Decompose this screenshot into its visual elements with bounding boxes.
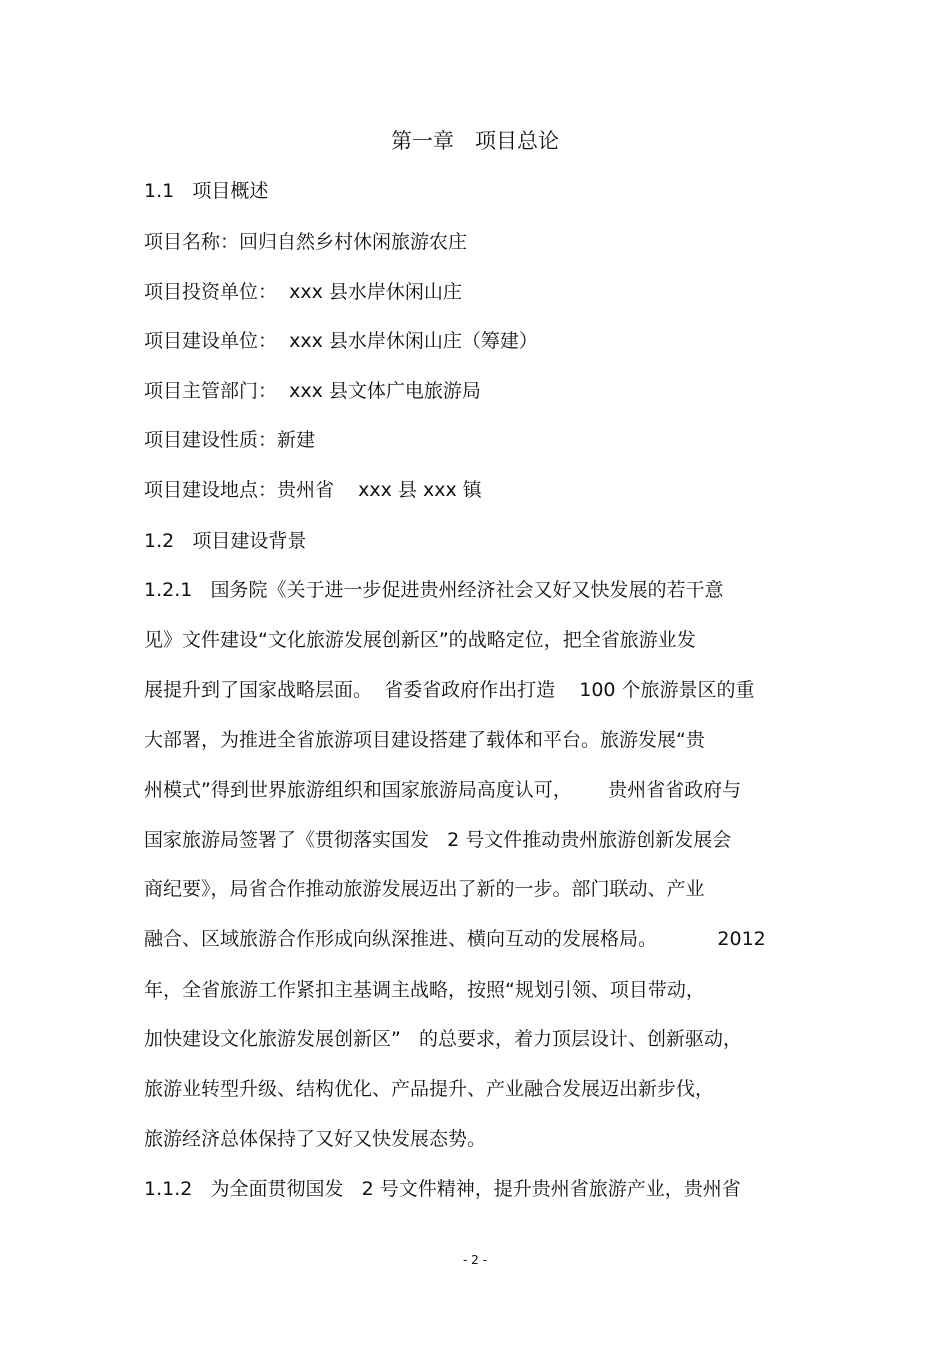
paragraph-line: 旅游经济总体保持了又好又快发展态势。 <box>144 1128 487 1150</box>
nature-line: 项目建设性质：新建 <box>144 429 316 451</box>
paragraph-line: 展提升到了国家战略层面。 省委省政府作出打造 100 个旅游景区的重 <box>144 679 755 701</box>
paragraph-line: 加快建设文化旅游发展创新区” 的总要求，着力顶层设计、创新驱动， <box>144 1028 742 1050</box>
chapter-title: 第一章 项目总论 <box>391 129 559 153</box>
authority-line: 项目主管部门： xxx 县文体广电旅游局 <box>144 380 481 402</box>
investor-line: 项目投资单位： xxx 县水岸休闲山庄 <box>144 281 462 303</box>
section-heading-background: 1.2 项目建设背景 <box>144 530 307 552</box>
paragraph-line: 年，全省旅游工作紧扣主基调主战略，按照“规划引领、项目带动， <box>144 979 705 1001</box>
paragraph-line: 旅游业转型升级、结构优化、产品提升、产业融合发展迈出新步伐， <box>144 1078 715 1100</box>
paragraph-line: 见》文件建设“文化旅游发展创新区”的战略定位，把全省旅游业发 <box>144 629 696 651</box>
paragraph-line: 1.2.1 国务院《关于进一步促进贵州经济社会又好又快发展的若干意 <box>144 579 724 601</box>
paragraph-line: 国家旅游局签署了《贯彻落实国发 2 号文件推动贵州旅游创新发展会 <box>144 829 732 851</box>
page-number: - 2 - <box>463 1253 487 1267</box>
paragraph-line: 州模式”得到世界旅游组织和国家旅游局高度认可， 贵州省省政府与 <box>144 779 742 801</box>
paragraph-line: 融合、区域旅游合作形成向纵深推进、横向互动的发展格局。 2012 <box>144 928 766 950</box>
section-heading-overview: 1.1 项目概述 <box>144 180 269 202</box>
paragraph-line: 商纪要》，局省合作推动旅游发展迈出了新的一步。部门联动、产业 <box>144 878 705 900</box>
paragraph-line: 大部署，为推进全省旅游项目建设搭建了载体和平台。旅游发展“贵 <box>144 729 705 751</box>
location-line: 项目建设地点：贵州省 xxx 县 xxx 镇 <box>144 479 482 501</box>
paragraph-line: 1.1.2 为全面贯彻国发 2 号文件精神，提升贵州省旅游产业，贵州省 <box>144 1178 741 1200</box>
project-name-line: 项目名称：回归自然乡村休闲旅游农庄 <box>144 231 468 253</box>
builder-line: 项目建设单位： xxx 县水岸休闲山庄（筹建） <box>144 330 538 352</box>
